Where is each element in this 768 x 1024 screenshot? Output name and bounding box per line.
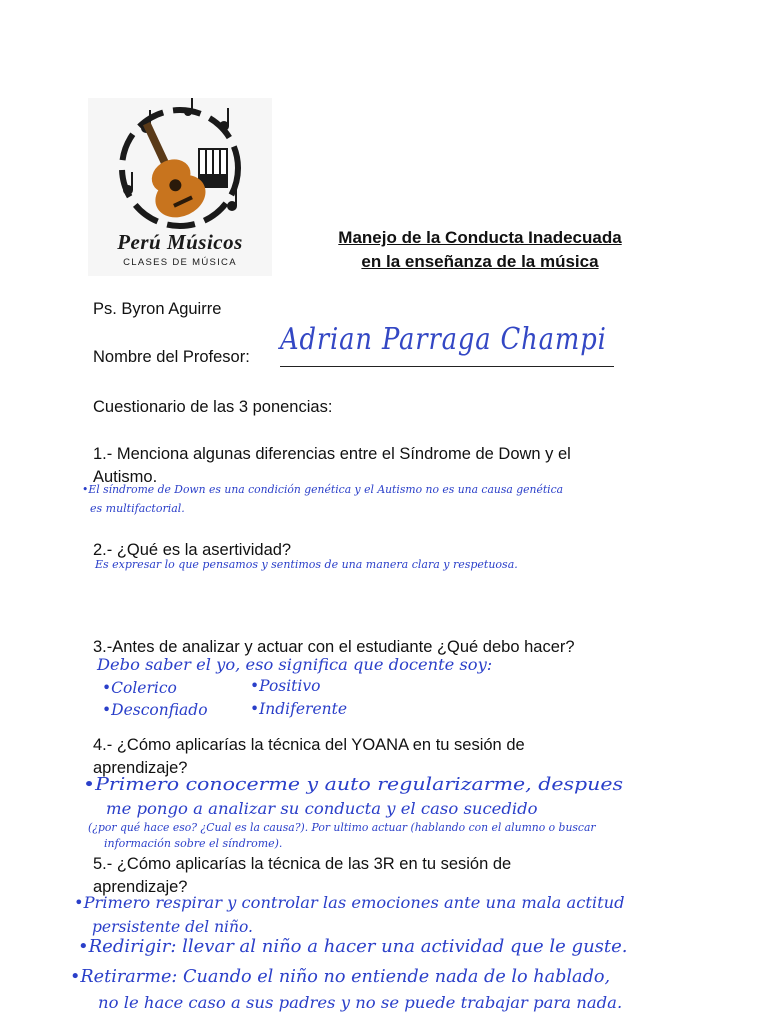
answer-1-line-1: •El síndrome de Down es una condición genética y el Autismo no es una causa genética: [82, 483, 564, 496]
cuestionario-heading: Cuestionario de las 3 ponencias:: [93, 398, 333, 416]
answer-5-line-3: •Redirigir: llevar al niño a hacer una actividad que le guste.: [78, 936, 628, 957]
logo: [88, 98, 272, 276]
answer-1-line-2: es multifactorial.: [90, 502, 185, 515]
profesor-label: Nombre del Profesor:: [93, 348, 250, 366]
answer-3-line-1: Debo saber el yo, eso significa que docente soy:: [97, 656, 493, 674]
signature-line: [280, 366, 614, 367]
answer-5-line-1: •Primero respirar y controlar las emociones ante una mala actitud: [74, 894, 625, 912]
answer-3-item-3: •Desconfiado: [102, 701, 208, 719]
answer-5-line-2: persistente del niño.: [92, 918, 253, 936]
question-4-line-1: 4.- ¿Cómo aplicarías la técnica del YOANA en tu sesión de: [93, 736, 525, 754]
document-title: [300, 226, 660, 274]
answer-5-line-4: •Retirarme: Cuando el niño no entiende nada de lo hablado,: [70, 966, 611, 987]
answer-3-item-2: •Positivo: [250, 677, 321, 695]
answer-4-line-3: (¿por qué hace eso? ¿Cual es la causa?). Por ultimo actuar (hablando con el alumno o buscar: [88, 821, 596, 834]
title-line-2: en la enseñanza de la música: [361, 252, 599, 271]
answer-3-item-1: •Colerico: [102, 679, 177, 697]
question-3: 3.-Antes de analizar y actuar con el estudiante ¿Qué debo hacer?: [93, 638, 575, 656]
question-1-line-1: 1.- Menciona algunas diferencias entre el Síndrome de Down y el: [93, 445, 571, 463]
answer-2: Es expresar lo que pensamos y sentimos de una manera clara y respetuosa.: [95, 558, 518, 571]
question-2: 2.- ¿Qué es la asertividad?: [93, 541, 292, 559]
profesor-signature: Adrian Parraga Champi: [280, 322, 607, 357]
logo-subtitle: CLASES DE MÚSICA: [123, 257, 237, 268]
question-5-line-2: aprendizaje?: [93, 878, 188, 896]
answer-4-line-2: me pongo a analizar su conducta y el caso sucedido: [106, 800, 538, 818]
author: Ps. Byron Aguirre: [93, 300, 222, 318]
logo-brand: Perú Músicos: [117, 230, 243, 254]
question-5-line-1: 5.- ¿Cómo aplicarías la técnica de las 3R en tu sesión de: [93, 855, 512, 873]
music-logo-icon: [88, 98, 272, 230]
title-line-1: Manejo de la Conducta Inadecuada: [338, 228, 622, 247]
question-1-line-2: Autismo.: [93, 468, 158, 486]
answer-4-line-4: información sobre el síndrome).: [104, 837, 283, 850]
answer-4-line-1: •Primero conocerme y auto regularizarme, despues: [83, 774, 624, 795]
question-4-line-2: aprendizaje?: [93, 759, 188, 777]
answer-3-item-4: •Indiferente: [250, 700, 348, 718]
answer-5-line-5: no le hace caso a sus padres y no se puede trabajar para nada.: [98, 994, 623, 1012]
